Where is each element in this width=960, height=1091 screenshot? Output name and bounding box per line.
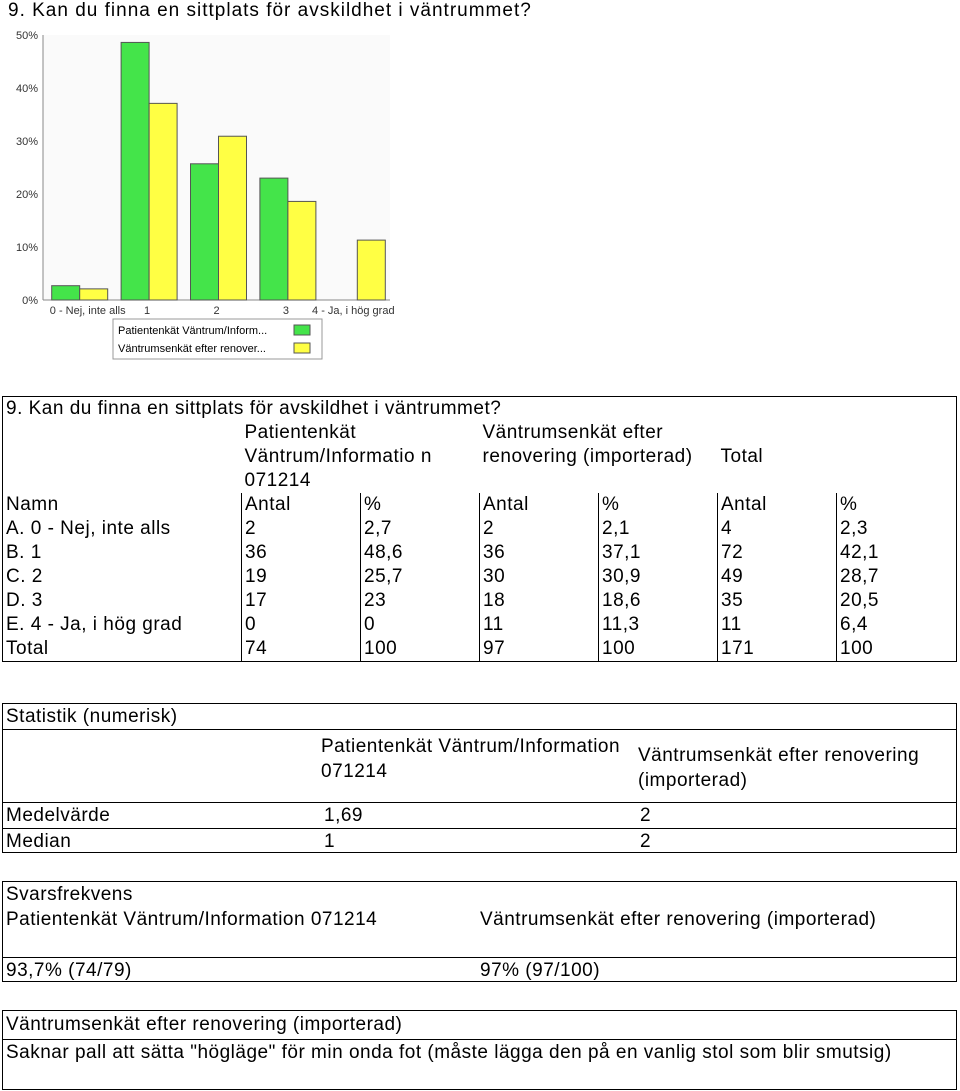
x-tick-label: 1 [144,305,151,317]
x-tick-label: 3 [282,305,289,317]
table-title: 9. Kan du finna en sittplats för avskildhet i väntrummet? [3,397,957,422]
stats-label: Medelvärde [6,805,111,826]
group-header-patient: Patientenkät Väntrum/Informatio n 071214 [244,422,432,491]
cell: 18 [480,589,599,613]
col-header-pct-total: % [837,493,957,517]
cell: 36 [480,541,599,565]
cell: 100 [599,637,718,662]
cell: 48,6 [361,541,480,565]
group-header-vantrum: Väntrumsenkät efter renovering (importerad) [482,422,693,467]
cell: 25,7 [361,565,480,589]
cell: 2,1 [599,517,718,541]
col-header-pct-2: % [599,493,718,517]
stats-col1-header: Patientenkät Väntrum/Information 071214 [321,736,621,782]
statistics-box [2,703,957,853]
bar [52,286,80,300]
cell: 30 [480,565,599,589]
bar [121,42,149,300]
stats-label: Median [6,831,72,852]
cell: 0 [242,613,361,637]
response-col1-header: Patientenkät Väntrum/Information 071214 [6,909,378,930]
col-header-pct-1: % [361,493,480,517]
legend-label: Väntrumsenkät efter renover... [118,343,266,355]
y-tick-label: 50% [15,30,38,42]
bar [357,240,385,300]
bar [260,178,288,300]
stats-value: 1,69 [324,805,363,826]
response-val2: 97% (97/100) [480,960,601,981]
group-header-total: Total [718,421,957,493]
statistics-title: Statistik (numerisk) [6,706,178,727]
cell: 36 [242,541,361,565]
response-rate-box [2,881,957,982]
bar [288,201,316,300]
bar [191,164,219,300]
response-rate-title: Svarsfrekvens [6,884,133,905]
cell: 2 [480,517,599,541]
cell: 23 [361,589,480,613]
col-header-antal-total: Antal [718,493,837,517]
x-tick-label: 0 - Nej, inte alls [49,305,126,317]
y-tick-label: 0% [22,295,38,307]
y-tick-label: 40% [15,83,38,95]
row-label: D. 3 [3,589,242,613]
comment-text: Saknar pall att sätta "högläge" för min onda fot (måste lägga den på en vanlig stol som blir smutsig) [6,1042,892,1063]
column-header-row [3,493,957,517]
y-tick-label: 20% [15,189,38,201]
row-label: B. 1 [3,541,242,565]
response-col2-header: Väntrumsenkät efter renovering (importerad) [480,909,877,930]
stats-value: 2 [640,805,652,826]
question-title: 9. Kan du finna en sittplats för avskildhet i väntrummet? [8,0,532,21]
group-header-empty [3,421,242,493]
cell: 11 [718,613,837,637]
cell: 11,3 [599,613,718,637]
cell: 2,3 [837,517,957,541]
row-label: C. 2 [3,565,242,589]
stats-row [3,803,956,829]
x-tick-label: 4 - Ja, i hög grad [312,305,395,317]
cell: 11 [480,613,599,637]
y-tick-label: 10% [15,242,38,254]
cell: 18,6 [599,589,718,613]
legend-label: Patientenkät Väntrum/Inform... [118,325,268,337]
legend-swatch [294,325,310,335]
stats-value: 1 [324,831,336,852]
bar-chart [0,24,400,369]
cell: 20,5 [837,589,957,613]
cell: 49 [718,565,837,589]
cell: 4 [718,517,837,541]
cell: 17 [242,589,361,613]
x-tick-label: 2 [213,305,220,317]
cell: 19 [242,565,361,589]
cell: 35 [718,589,837,613]
comment-title: Väntrumsenkät efter renovering (importerad) [6,1014,403,1035]
cell: 171 [718,637,837,662]
legend-swatch [294,343,310,353]
table-row [3,613,957,637]
row-label: E. 4 - Ja, i hög grad [3,613,242,637]
table-row [3,589,957,613]
cell: 6,4 [837,613,957,637]
cell: 100 [837,637,957,662]
table-row [3,565,957,589]
bar [219,136,247,300]
cell: 0 [361,613,480,637]
row-label: Total [3,637,242,662]
bar [80,289,108,300]
cell: 30,9 [599,565,718,589]
row-label: A. 0 - Nej, inte alls [3,517,242,541]
stats-row [3,829,956,854]
cell: 42,1 [837,541,957,565]
cell: 100 [361,637,480,662]
y-tick-label: 30% [15,136,38,148]
col-header-antal-1: Antal [242,493,361,517]
cell: 2,7 [361,517,480,541]
cell: 28,7 [837,565,957,589]
cell: 72 [718,541,837,565]
cell: 74 [242,637,361,662]
cell: 97 [480,637,599,662]
table-row-total [3,637,957,662]
bar [149,103,177,300]
response-val1: 93,7% (74/79) [6,960,132,981]
cell: 37,1 [599,541,718,565]
col-header-antal-2: Antal [480,493,599,517]
stats-value: 2 [640,831,652,852]
table-row [3,541,957,565]
results-table [2,396,957,662]
cell: 2 [242,517,361,541]
table-row [3,517,957,541]
col-header-namn: Namn [3,493,242,517]
comment-box [2,1010,957,1090]
stats-col2-header: Väntrumsenkät efter renovering (importerad) [638,745,920,791]
